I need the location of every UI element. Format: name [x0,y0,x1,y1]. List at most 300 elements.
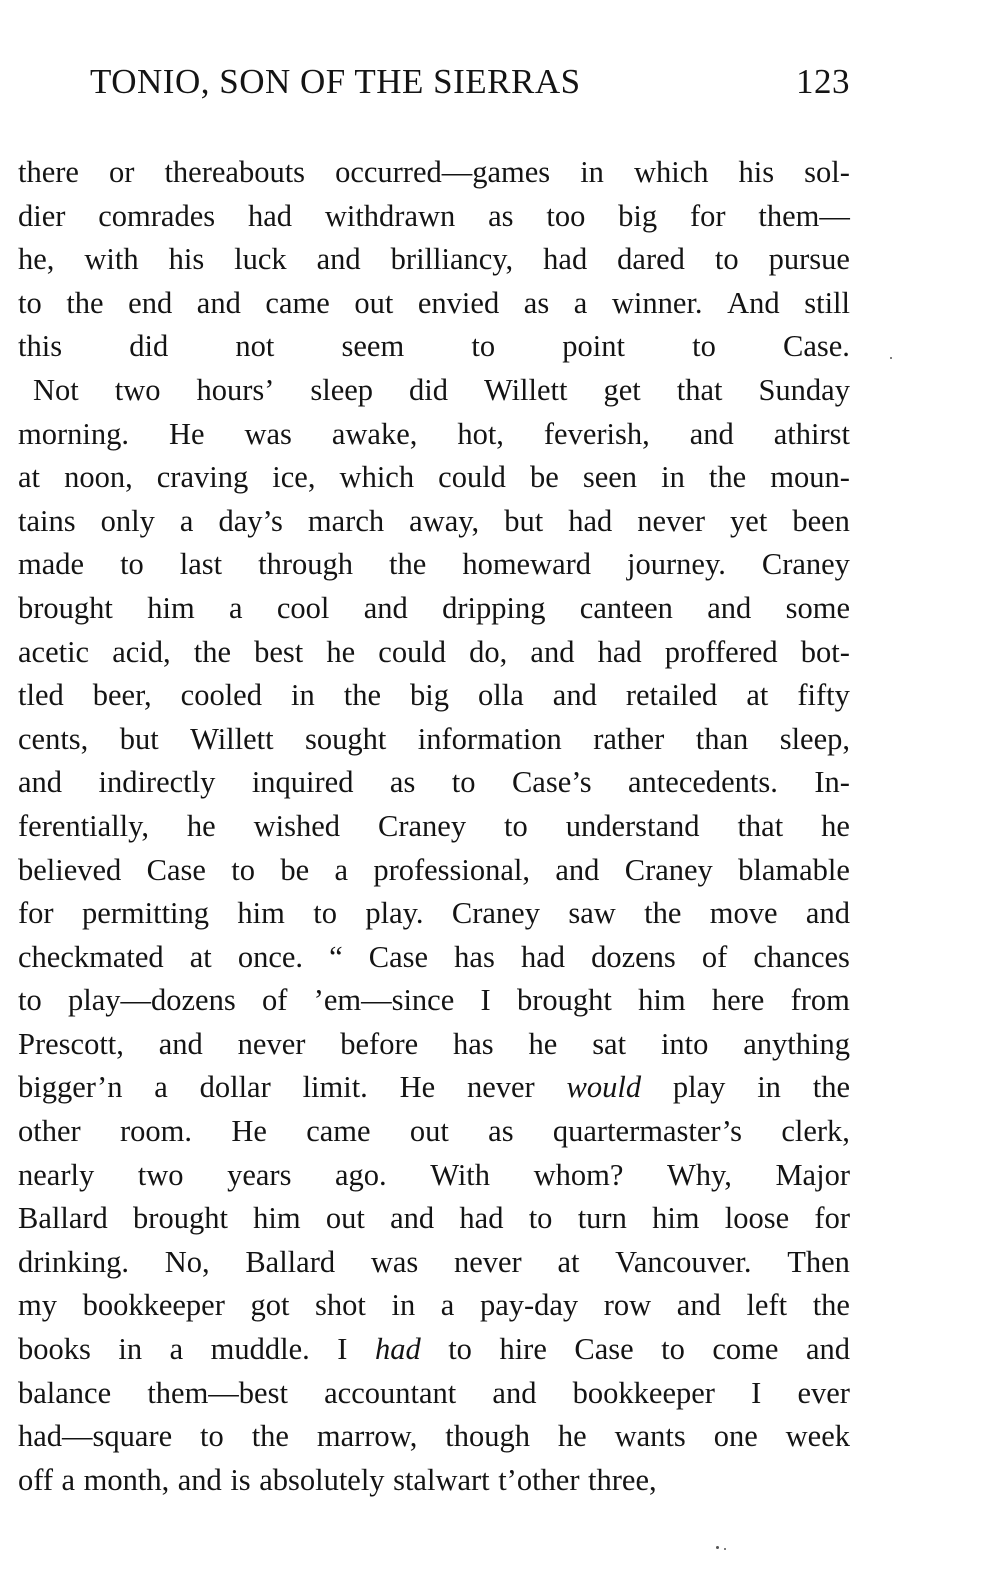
word: muddle. [210,1332,310,1367]
word: understand [565,808,700,843]
word: tains [18,503,76,538]
word: but [119,721,159,756]
word: had [459,1201,504,1236]
body-text [18,151,850,1502]
word: clerk, [781,1114,850,1149]
word: that [737,808,784,843]
word: dared [617,242,685,277]
word: to [231,852,255,887]
word: room. [119,1114,192,1149]
text-line [18,1066,850,1110]
word: through [258,547,354,582]
word: and [390,1201,435,1236]
word: shot [315,1288,366,1323]
word: acid, [112,634,171,669]
word: do, [469,634,508,669]
word: Vancouver. [615,1244,752,1279]
word: I [480,983,491,1018]
word: inquired [251,765,354,800]
word: Prescott, [18,1026,124,1061]
text-line [18,1459,850,1503]
word: pay-day [479,1288,579,1323]
word: canteen [579,590,673,625]
word: to [528,1201,553,1236]
word: and [530,634,575,669]
word: craving [156,460,249,495]
word: Not [33,372,79,407]
word: which [633,155,709,189]
word: pursue [768,242,850,277]
word: sought [305,721,387,756]
word: he [821,808,850,843]
text-line [18,718,850,762]
word: Ballard [18,1201,108,1236]
word: saw [568,896,616,931]
word: sat [592,1026,627,1061]
word: a [334,852,348,887]
text-line [18,413,850,457]
word: him [638,983,686,1018]
word: Case [574,1332,634,1367]
word: his [738,155,775,189]
word: nearly [18,1157,95,1192]
word: before [340,1026,419,1061]
word: permitting [81,896,210,931]
text-line [18,849,850,893]
word: morning. [18,416,129,451]
word: once. [237,939,304,974]
word: of [261,983,288,1018]
word: a [154,1070,168,1105]
text-line [18,369,850,413]
word: in [661,460,685,495]
text-line [18,1415,850,1459]
word: dozens [591,939,676,974]
word: had—square [18,1419,173,1454]
word: seen [582,460,638,495]
text-line [18,674,850,718]
word: noon, [64,460,133,495]
word: never [453,1244,522,1279]
word: play [672,1070,726,1105]
word: anything [743,1026,850,1061]
word: brought [133,1201,228,1236]
word: the [708,460,747,495]
word: he [186,808,216,843]
word: years [227,1157,292,1192]
word: could [378,634,447,669]
word: in [291,678,315,713]
word: from [790,983,850,1018]
word: wants [614,1419,686,1454]
text-line [18,500,850,544]
word: brought [18,590,113,625]
text-line [18,282,850,326]
word: accountant [324,1375,457,1410]
word: Willett [190,721,274,756]
word: as [488,1114,514,1149]
text-line [18,1023,850,1067]
word: olla [478,678,524,713]
word: as [488,198,514,233]
word: had [520,939,565,974]
word: dripping [442,590,546,625]
word: ferentially, [18,808,149,843]
word: believed [18,852,122,887]
word: and [196,285,241,320]
word: Sunday [758,372,850,407]
print-speck [890,357,892,359]
word: stalwart [393,1462,490,1497]
word: Case’s [511,765,592,800]
word: did [409,372,449,407]
word: to [451,765,476,800]
word: the [343,678,382,713]
word: He [231,1114,267,1149]
word: has [453,1026,494,1061]
text-line [18,1110,850,1154]
text-line [18,456,850,500]
word: marrow, [316,1419,418,1454]
word: he, [18,242,55,277]
word: other [18,1114,81,1149]
word: for [689,198,726,233]
word: brilliancy, [390,242,514,277]
word: seem [341,329,405,364]
word: thereabouts [164,155,306,189]
word: still [804,285,850,320]
word: them—best [147,1375,288,1410]
word: last [179,547,223,582]
word: one [713,1419,758,1454]
word: and [18,765,63,800]
word: come [712,1332,779,1367]
word: the [812,1288,850,1323]
word: got [250,1288,290,1323]
word: to [661,1332,685,1367]
word: two [114,372,161,407]
text-line [18,1372,850,1416]
word: or [109,155,135,189]
word: withdrawn [324,198,456,233]
word: dollar [199,1070,271,1105]
word: big [618,198,658,233]
word: And [727,285,780,320]
word: and [676,1288,721,1323]
word: Willett [484,372,568,407]
word: away, [409,503,480,538]
word: Why, [666,1157,732,1192]
word: “ [329,939,343,974]
text-line [18,631,850,675]
word: ago. [335,1157,387,1192]
word: wished [253,808,341,843]
word: brought [516,983,612,1018]
text-line [18,936,850,980]
word: big [410,678,450,713]
word: cents, [18,721,89,756]
word: loose [724,1201,790,1236]
word: winner. [611,285,703,320]
text-line [18,1154,850,1198]
italic-word: would [566,1070,642,1105]
word: the [812,1070,850,1105]
word: had [568,503,613,538]
word: here [711,983,765,1018]
word: cool [276,590,330,625]
word: In- [814,765,850,800]
text-line [18,587,850,631]
word: too [546,198,586,233]
word: play. [365,896,424,931]
word: been [792,503,850,538]
word: hot, [457,416,504,451]
text-line [18,761,850,805]
word: checkmated [18,939,164,974]
word: to [313,896,337,931]
word: drinking. [18,1244,129,1279]
word: and [805,896,850,931]
word: get [603,372,641,407]
word: professional, [373,852,531,887]
word: him [237,896,285,931]
word: ice, [272,460,316,495]
word: which [339,460,415,495]
word: No, [164,1244,210,1279]
word: bigger’n [18,1070,123,1105]
word: best [254,634,304,669]
word: to [692,329,716,364]
word: out [354,285,394,320]
word: yet [730,503,768,538]
word: month, [83,1462,170,1497]
word: day’s [218,503,283,538]
word: be [529,460,559,495]
page-number: 123 [796,62,850,101]
word: did [129,329,169,364]
word: comrades [98,198,216,233]
word: his [168,242,205,277]
word: and [316,242,361,277]
word: tled [18,678,64,713]
word: and [805,1332,850,1367]
word: to [18,285,42,320]
word: to [714,242,739,277]
word: rather [593,721,665,756]
word: some [785,590,850,625]
word: out [409,1114,449,1149]
word: at [189,939,212,974]
word: the [193,634,232,669]
text-line [18,151,850,195]
word: in [118,1332,143,1367]
word: though [445,1419,530,1454]
word: absolutely [259,1462,385,1497]
word [567,1066,642,1110]
running-head [90,62,850,112]
word: the [251,1419,289,1454]
word: to [200,1419,224,1454]
running-title: TONIO, SON OF THE SIERRAS [90,62,581,101]
word: a [169,1332,184,1367]
word: I [337,1332,348,1367]
word: into [660,1026,709,1061]
word: ever [797,1375,850,1410]
word: whom? [533,1157,624,1192]
word: has [454,939,495,974]
word: balance [18,1375,112,1410]
word: him [652,1201,700,1236]
word: He [399,1070,436,1105]
word: Major [775,1157,850,1192]
word: with [84,242,139,277]
word: proffered [664,634,778,669]
word: only [100,503,155,538]
word: three, [588,1462,657,1497]
word: limit. [302,1070,368,1105]
word: and [555,852,600,887]
word: feverish, [543,416,650,451]
word: blamable [738,852,850,887]
word: left [746,1288,788,1323]
word: for [18,896,54,931]
word: never [237,1026,306,1061]
word: antecedents. [628,765,778,800]
word: the [389,547,427,582]
word: the [66,285,104,320]
print-speck [716,1546,719,1549]
word: out [325,1201,365,1236]
word: Craney [761,547,850,582]
word: sleep, [779,721,850,756]
word: Craney [451,896,540,931]
word: be [280,852,310,887]
word: t’other [498,1462,580,1497]
word: With [430,1157,491,1192]
word: off [18,1462,54,1497]
word: the [644,896,682,931]
word: a [573,285,588,320]
word: to [448,1332,472,1367]
word: was [244,416,292,451]
word: and [552,678,597,713]
word: came [265,285,330,320]
word: he [528,1026,558,1061]
word: to [504,808,528,843]
word: move [709,896,778,931]
word: luck [234,242,287,277]
word: had [543,242,588,277]
word: was [370,1244,419,1279]
word: is [230,1462,251,1497]
word: in [391,1288,416,1323]
word: him [147,590,195,625]
word: a [179,503,194,538]
word: a [440,1288,455,1323]
word: Then [787,1244,850,1279]
word: homeward [462,547,592,582]
word: to [120,547,144,582]
word: envied [417,285,500,320]
word: awake, [331,416,418,451]
word: Craney [624,852,713,887]
word: and [158,1026,203,1061]
word: had [597,634,642,669]
word: that [676,372,723,407]
word: my [18,1288,57,1323]
word: than [695,721,749,756]
italic-word: had [374,1332,421,1367]
text-line [18,1197,850,1241]
word: never [637,503,706,538]
word: sol- [804,155,850,189]
word: hire [499,1332,547,1367]
text-line [18,325,850,369]
word: week [785,1419,850,1454]
text-line [18,1328,850,1372]
word: beer, [92,678,152,713]
text-line [18,805,850,849]
word: at [557,1244,580,1279]
word: ’em—since [313,983,455,1018]
text-line [18,892,850,936]
word: I [751,1375,762,1410]
word: retailed [625,678,718,713]
word [375,1328,421,1372]
word: fifty [797,678,850,713]
word: never [466,1070,535,1105]
word: he [326,634,356,669]
word: a [61,1462,76,1497]
word: a [229,590,243,625]
word: books [18,1332,91,1367]
word: information [417,721,562,756]
word: and [177,1462,222,1497]
word: chances [753,939,850,974]
word: cooled [180,678,262,713]
word: for [814,1201,850,1236]
word: bot- [800,634,850,669]
word: in [757,1070,781,1105]
word: acetic [18,634,90,669]
word: Case. [782,329,850,364]
word: row [603,1288,652,1323]
word: at [18,460,41,495]
word: had [247,198,292,233]
word: athirst [773,416,850,451]
word: journey. [627,547,726,582]
word: bookkeeper [572,1375,715,1410]
word: turn [577,1201,627,1236]
text-line [18,238,850,282]
word: Craney [378,808,467,843]
word: hours’ [196,372,275,407]
word: Case [368,939,429,974]
word: came [306,1114,371,1149]
word: this [18,329,63,364]
text-line [18,195,850,239]
word: could [438,460,506,495]
word: of [701,939,728,974]
word: two [137,1157,184,1192]
word: point [562,329,625,364]
word: him [253,1201,301,1236]
word: bookkeeper [82,1288,225,1323]
word: not [235,329,275,364]
word: to [18,983,42,1018]
word: as [389,765,416,800]
word: play—dozens [68,983,236,1018]
